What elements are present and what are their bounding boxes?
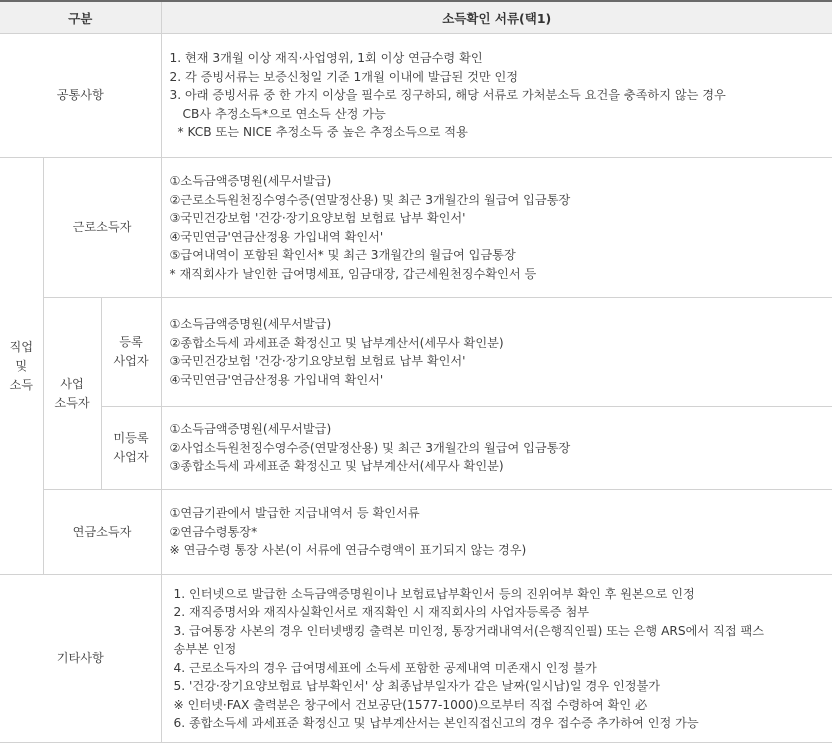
other-line: 1. 인터넷으로 발급한 소득금액증명원이나 보험료납부확인서 등의 진위여부 확인 후 원본으로 인정 [173,586,695,601]
other-line: 6. 종합소득세 과세표준 확정신고 및 납부계산서는 본인직접신고의 경우 접수증 추가하여 인정 가능 [173,716,699,730]
row-pension [0,490,832,575]
pension-note: ※ 연금수령 통장 사본(이 서류에 연금수령액이 표기되지 않는 경우) [169,543,527,558]
pension-label: 연금소득자 [43,490,161,575]
pension-content [161,490,832,575]
row-employee [0,158,832,298]
header-documents: 소득확인 서류(택1) [161,1,832,34]
employee-line: ①소득금액증명원(세무서발급) [169,174,332,188]
common-line: 1. 현재 3개월 이상 재직·사업영위, 1회 이상 연금수령 확인 [169,51,483,66]
occupation-label-line: 소득 [9,377,34,392]
other-line: 5. '건강·장기요양보험료 납부확인서' 상 최종납부일자가 같은 날짜(일시납)일 경우 인정불가 [173,679,661,693]
occupation-label-line: 직업 [9,339,34,354]
registered-line: ②종합소득세 과세표준 확정신고 및 납부계산서(세무사 확인분) [169,335,504,350]
other-line: 3. 급여통장 사본의 경우 인터넷뱅킹 출력본 미인정, 통장거래내역서(은행직인필) 또는 은행 ARS에서 직접 팩스 [173,623,765,638]
registered-business-label [101,298,161,407]
employee-note: * 재직회사가 날인한 급여명세표, 임금대장, 갑근세원천징수확인서 등 [169,266,537,281]
employee-label: 근로소득자 [43,158,161,298]
row-unregistered-business [0,407,832,490]
common-line: CB사 추정소득*으로 연소득 산정 가능 [182,106,386,121]
common-note: * KCB 또는 NICE 추정소득 중 높은 추정소득으로 적용 [177,125,468,140]
unregistered-line: ①소득금액증명원(세무서발급) [169,422,332,437]
common-label: 공통사항 [0,34,161,158]
pension-line: ①연금기관에서 발급한 지급내역서 등 확인서류 [169,506,420,521]
header-row [0,1,832,34]
registered-line: ①소득금액증명원(세무서발급) [169,317,332,331]
registered-line: ④국민연금'연금산정용 가입내역 확인서' [169,372,384,387]
row-common [0,34,832,158]
other-line: 2. 재직증명서와 재직사실확인서로 재직확인 시 재직회사의 사업자등록증 첨부 [173,605,589,619]
unregistered-business-content [161,407,832,490]
unregistered-line: ③종합소득세 과세표준 확정신고 및 납부계산서(세무사 확인분) [169,459,504,474]
other-line: 4. 근로소득자의 경우 급여명세표에 소득세 포함한 공제내역 미존재시 인정 불가 [173,660,597,675]
occupation-label-line: 및 [15,358,28,373]
row-other [0,575,832,743]
business-label-line: 사업 [60,376,84,391]
pension-line: ②연금수령통장* [169,524,258,539]
common-content [161,34,832,158]
employee-line: ③국민건강보험 '건강·장기요양보험 보험료 납부 확인서' [169,211,466,225]
employee-line: ⑤급여내역이 포함된 확인서* 및 최근 3개월간의 월급여 입금통장 [169,248,516,262]
other-label: 기타사항 [0,575,161,743]
registered-label-line: 사업자 [113,354,149,368]
employee-line: ②근로소득원천징수영수증(연말정산용) 및 최근 3개월간의 월급여 입금통장 [169,192,571,207]
employee-content [161,158,832,298]
registered-label-line: 등록 [119,335,143,349]
header-category: 구분 [0,1,161,34]
registered-line: ③국민건강보험 '건강·장기요양보험 보험료 납부 확인서' [169,354,466,368]
registered-business-content [161,298,832,407]
business-label-line: 소득자 [54,395,90,410]
unregistered-label-line: 미등록 [113,431,149,445]
other-content [161,575,832,743]
occupation-label [0,158,43,575]
row-registered-business [0,298,832,407]
other-note: ※ 인터넷·FAX 출력분은 창구에서 건보공단(1577-1000)으로부터 직접 수령하여 확인 必 [173,697,648,712]
common-line: 3. 아래 증빙서류 중 한 가지 이상을 필수로 징구하되, 해당 서류로 가처분소득 요건을 충족하지 않는 경우 [169,88,726,103]
common-line: 2. 각 증빙서류는 보증신청일 기준 1개월 이내에 발급된 것만 인정 [169,69,519,84]
employee-line: ④국민연금'연금산정용 가입내역 확인서' [169,229,384,244]
other-line: 송부본 인정 [173,642,237,656]
unregistered-label-line: 사업자 [113,450,149,464]
unregistered-business-label [101,407,161,490]
unregistered-line: ②사업소득원천징수영수증(연말정산용) 및 최근 3개월간의 월급여 입금통장 [169,440,571,455]
business-label [43,298,101,490]
